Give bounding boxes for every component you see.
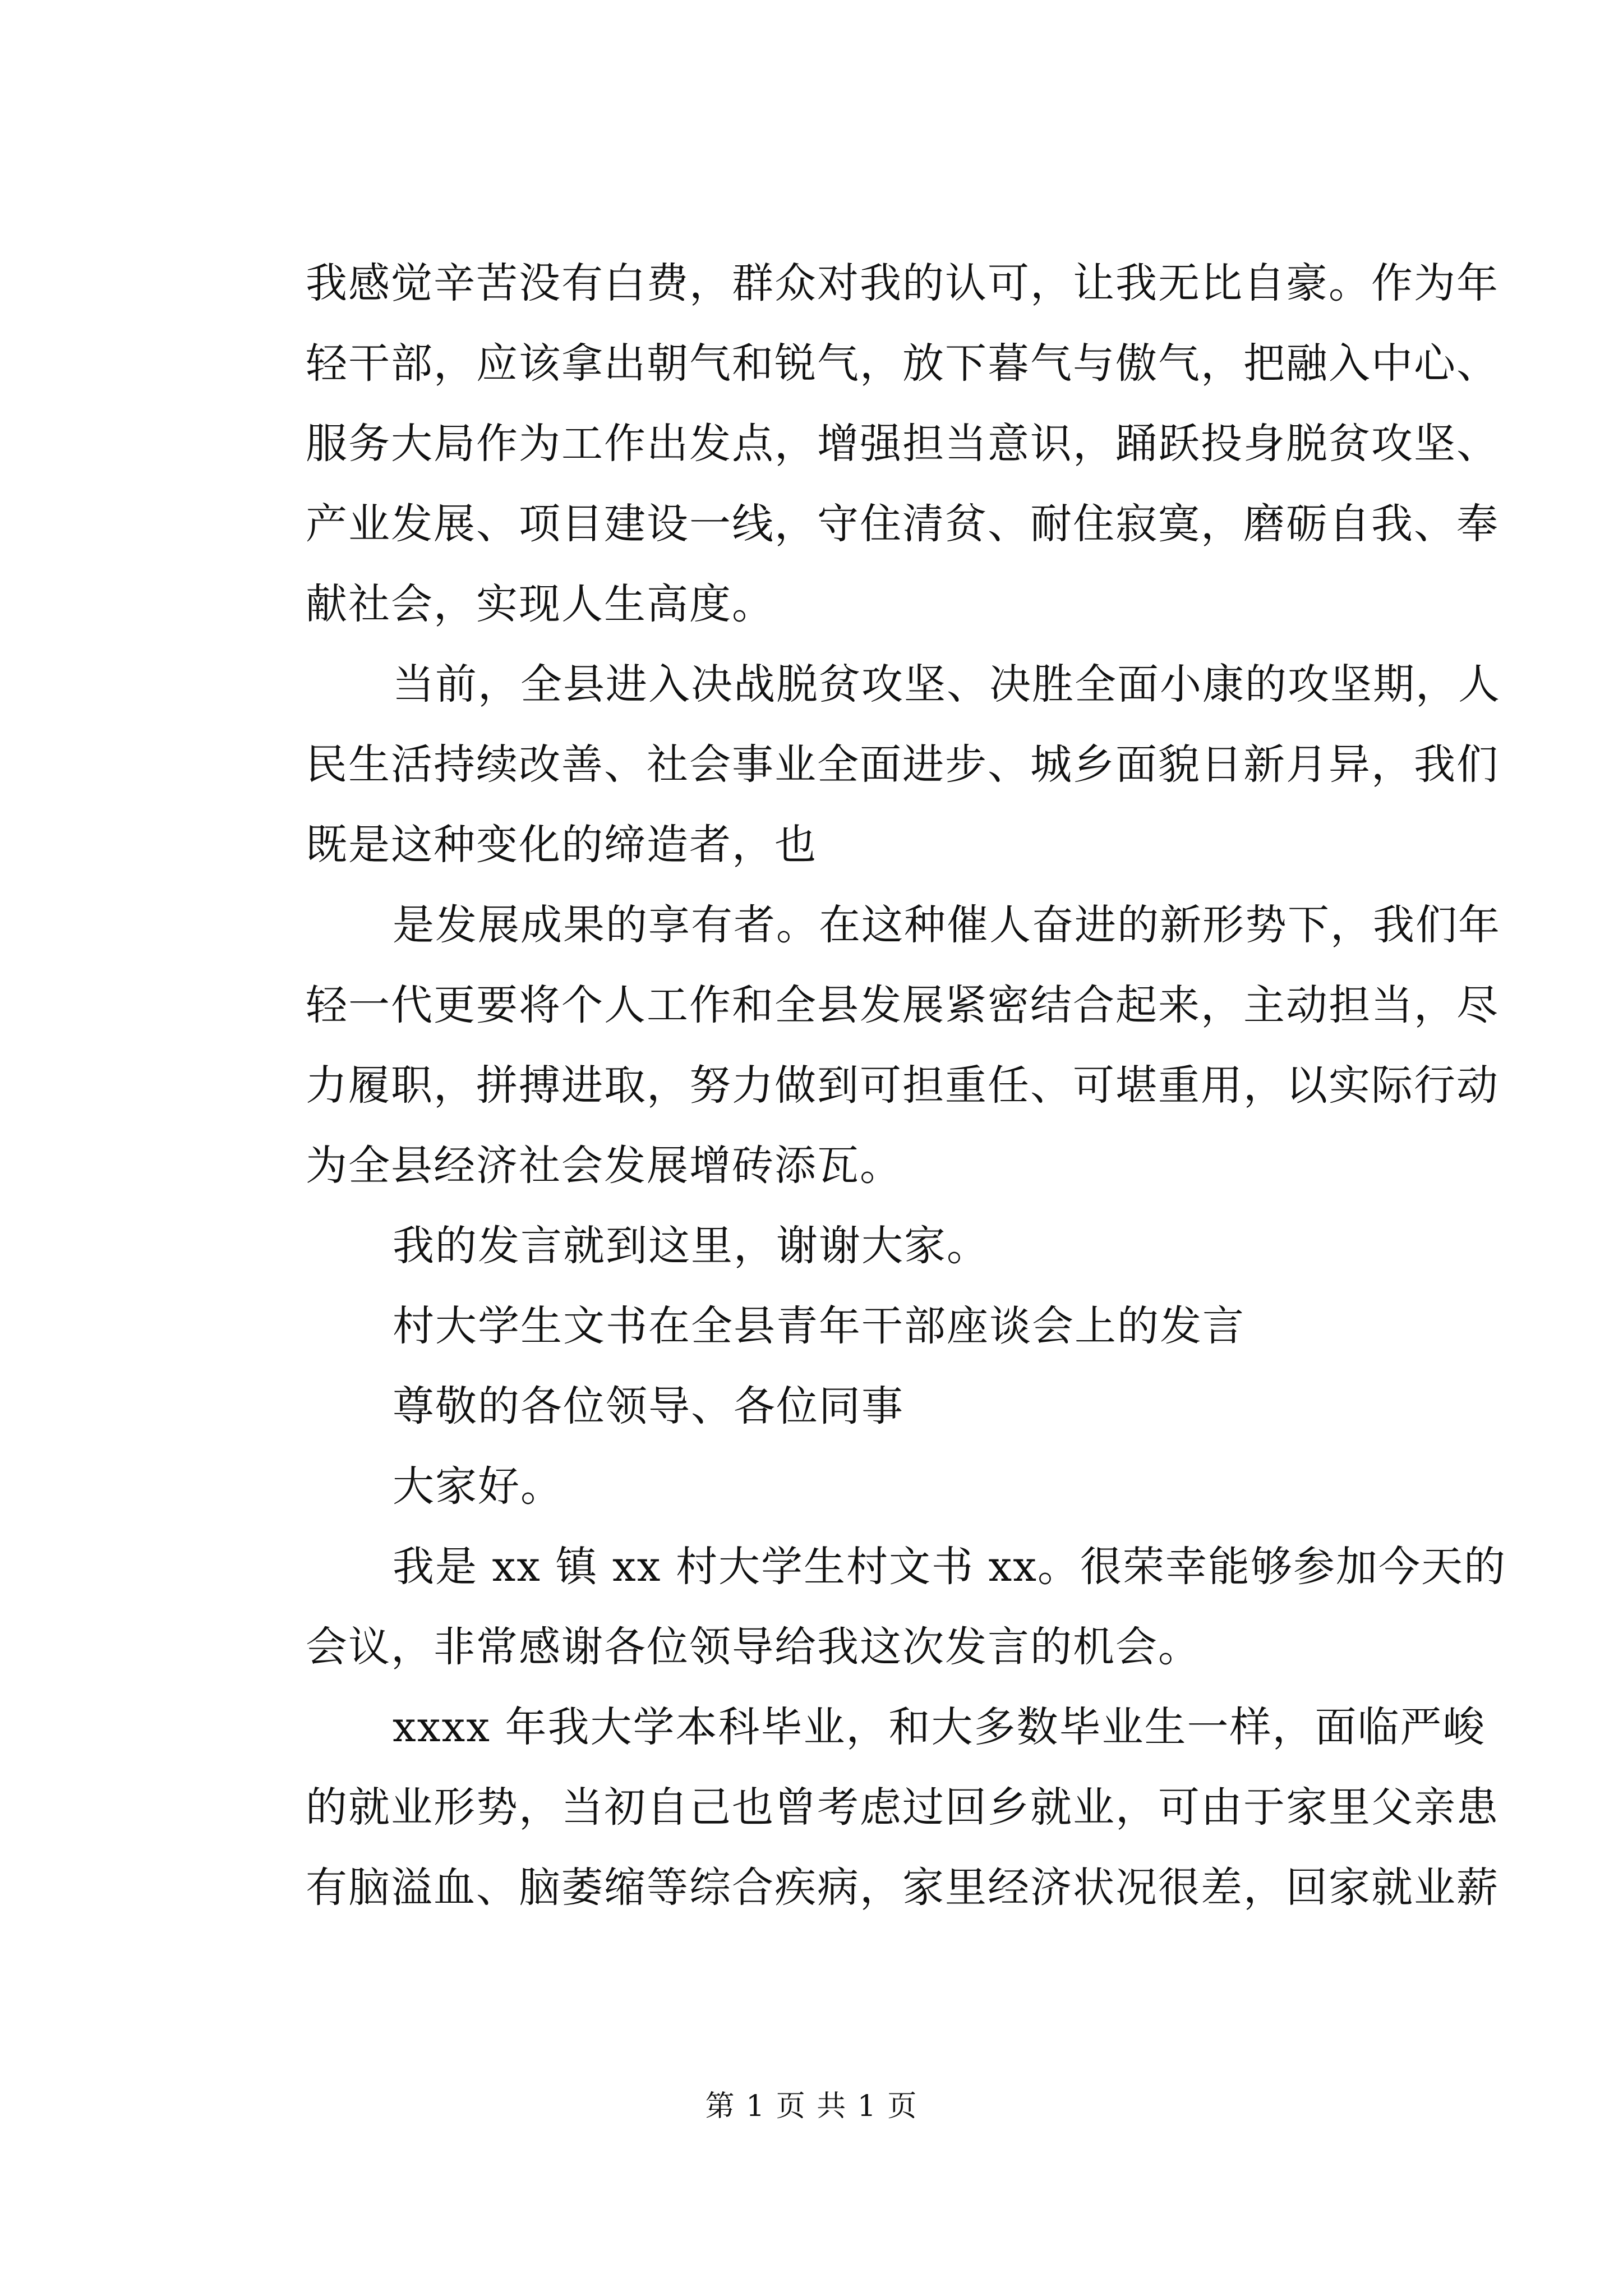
text-line: 我感觉辛苦没有白费，群众对我的认可，让我无比自豪。作为年 (306, 259, 1499, 307)
paragraph-first-line: xxxx 年我大学本科毕业，和大多数毕业生一样，面临严峻 (393, 1703, 1486, 1751)
paragraph-first-line: 是发展成果的享有者。在这种催人奋进的新形势下，我们年 (393, 901, 1501, 949)
text-line: 产业发展、项目建设一线，守住清贫、耐住寂寞，磨砺自我、奉 (306, 500, 1499, 548)
paragraph-first-line: 我是 xx 镇 xx 村大学生村文书 xx。很荣幸能够参加今天的 (393, 1543, 1507, 1591)
text-line: 为全县经济社会发展增砖添瓦。 (306, 1142, 902, 1190)
greeting: 大家好。 (393, 1462, 563, 1511)
page-number-footer: 第 1 页 共 1 页 (705, 2090, 918, 2123)
text-line: 轻干部，应该拿出朝气和锐气，放下暮气与傲气，把融入中心、 (306, 339, 1499, 388)
text-line: 有脑溢血、脑萎缩等综合疾病，家里经济状况很差，回家就业薪 (306, 1864, 1499, 1912)
text-line: 力履职，拼搏进取，努力做到可担重任、可堪重用，以实际行动 (306, 1061, 1499, 1110)
speech-title: 村大学生文书在全县青年干部座谈会上的发言 (393, 1302, 1245, 1350)
text-line: 的就业形势，当初自己也曾考虑过回乡就业，可由于家里父亲患 (306, 1783, 1499, 1832)
paragraph-first-line: 当前，全县进入决战脱贫攻坚、决胜全面小康的攻坚期，人 (393, 660, 1501, 708)
text-line: 民生活持续改善、社会事业全面进步、城乡面貌日新月异，我们 (306, 740, 1499, 789)
text-line: 会议，非常感谢各位领导给我这次发言的机会。 (306, 1623, 1201, 1671)
salutation: 尊敬的各位领导、各位同事 (393, 1382, 904, 1430)
closing-line: 我的发言就到这里，谢谢大家。 (393, 1222, 989, 1270)
text-line: 服务大局作为工作出发点，增强担当意识，踊跃投身脱贫攻坚、 (306, 420, 1499, 468)
text-line: 献社会，实现人生高度。 (306, 580, 774, 628)
text-line: 轻一代更要将个人工作和全县发展紧密结合起来，主动担当，尽 (306, 981, 1499, 1029)
text-line: 既是这种变化的缔造者，也 (306, 821, 817, 869)
